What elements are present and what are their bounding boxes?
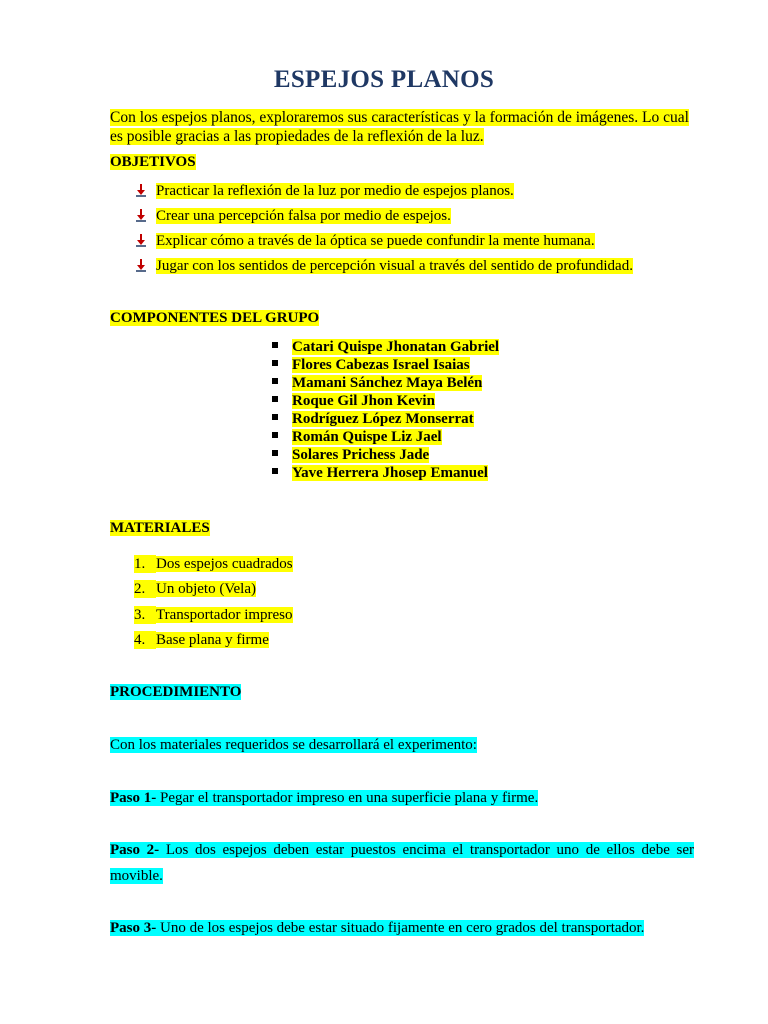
step-label: Paso 3-: [110, 920, 157, 936]
square-bullet-icon: [272, 360, 278, 366]
step-text: Los dos espejos deben estar puestos encima el transportador uno de ellos debe ser: [159, 842, 695, 858]
square-bullet-icon: [272, 342, 278, 348]
member-item: [270, 374, 482, 392]
objective-text: Practicar la reflexión de la luz por medio de espejos planos.: [156, 183, 514, 199]
objective-item: [134, 257, 633, 275]
step-text-continued: movible.: [110, 868, 163, 884]
material-item: [134, 555, 293, 573]
step-text: Uno de los espejos debe estar situado fijamente en cero grados del transportador.: [156, 920, 645, 936]
material-text: Un objeto (Vela): [156, 581, 256, 597]
member-item: [270, 338, 499, 356]
step-label: Paso 2-: [110, 842, 160, 858]
procedure-heading-text: PROCEDIMIENTO: [110, 684, 242, 700]
material-number: 1.: [134, 555, 156, 573]
member-name: Yave Herrera Jhosep Emanuel: [292, 465, 488, 481]
step-label: Paso 1-: [110, 790, 157, 806]
down-arrow-bullet-icon: [134, 208, 148, 222]
member-item: [270, 428, 442, 446]
member-name: Román Quispe Liz Jael: [292, 429, 442, 445]
member-item: [270, 392, 435, 410]
down-arrow-bullet-icon: [134, 183, 148, 197]
material-text: Base plana y firme: [156, 632, 269, 648]
objective-text: Jugar con los sentidos de percepción visual a través del sentido de profundidad.: [156, 258, 633, 274]
material-text: Dos espejos cuadrados: [156, 556, 293, 572]
objectives-heading-text: OBJETIVOS: [110, 154, 196, 170]
material-item: [134, 606, 293, 624]
down-arrow-bullet-icon: [134, 233, 148, 247]
group-heading-text: COMPONENTES DEL GRUPO: [110, 310, 320, 326]
member-name: Rodríguez López Monserrat: [292, 411, 474, 427]
step-3: [110, 915, 694, 941]
material-item: [134, 631, 269, 649]
member-name: Roque Gil Jhon Kevin: [292, 393, 435, 409]
objectives-heading: [110, 154, 196, 171]
square-bullet-icon: [272, 432, 278, 438]
member-item: [270, 410, 474, 428]
square-bullet-icon: [272, 468, 278, 474]
objective-text: Explicar cómo a través de la óptica se puede confundir la mente humana.: [156, 233, 595, 249]
group-heading: [110, 310, 319, 327]
page-title: ESPEJOS PLANOS: [273, 66, 495, 93]
material-number: 2.: [134, 580, 156, 598]
materials-heading: [110, 520, 210, 537]
material-number: 4.: [134, 631, 156, 649]
square-bullet-icon: [272, 378, 278, 384]
objective-item: [134, 207, 451, 225]
member-name: Solares Prichess Jade: [292, 447, 430, 463]
procedure-intro-text: Con los materiales requeridos se desarrollará el experimento:: [110, 737, 477, 753]
materials-heading-text: MATERIALES: [110, 520, 210, 536]
step-text: Pegar el transportador impreso en una superficie plana y firme.: [156, 790, 539, 806]
procedure-heading: [110, 684, 241, 701]
material-item: [134, 580, 256, 598]
material-text: Transportador impreso: [156, 607, 293, 623]
objective-item: [134, 232, 595, 250]
member-item: [270, 446, 429, 464]
square-bullet-icon: [272, 414, 278, 420]
square-bullet-icon: [272, 396, 278, 402]
procedure-intro: [110, 737, 477, 754]
objective-item: [134, 182, 514, 200]
member-name: Flores Cabezas Israel Isaias: [292, 357, 470, 373]
member-name: Mamani Sánchez Maya Belén: [292, 375, 483, 391]
member-name: Catari Quispe Jhonatan Gabriel: [292, 339, 500, 355]
step-2: [110, 837, 694, 889]
member-item: [270, 356, 470, 374]
intro-paragraph: [110, 108, 689, 146]
down-arrow-bullet-icon: [134, 258, 148, 272]
intro-line-2: es posible gracias a las propiedades de la reflexión de la luz.: [110, 128, 484, 145]
objective-text: Crear una percepción falsa por medio de espejos.: [156, 208, 451, 224]
intro-line-1: Con los espejos planos, exploraremos sus características y la formación de imágenes. Lo cual: [110, 109, 689, 126]
member-item: [270, 464, 488, 482]
material-number: 3.: [134, 606, 156, 624]
square-bullet-icon: [272, 450, 278, 456]
step-1: [110, 785, 694, 811]
